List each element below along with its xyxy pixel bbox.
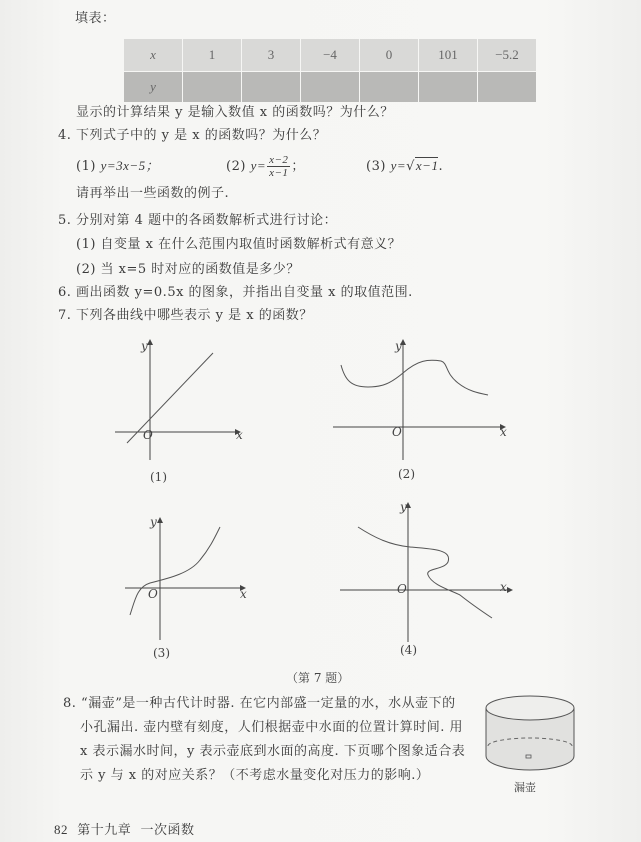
table-row-y <box>124 72 536 102</box>
table-cell-blank <box>242 72 300 102</box>
q7-question: 7. 下列各曲线中哪些表示 y 是 x 的函数？ <box>58 308 313 323</box>
sqrt-icon: √ <box>406 159 415 174</box>
q5-item-2: (2) 当 x=5 时对应的函数值是多少？ <box>76 262 300 277</box>
q5-item-1: (1) 自变量 x 在什么范围内取值时函数解析式有意义？ <box>76 237 402 252</box>
q8-line-2: 小孔漏出. 壶内壁有刻度，人们根据壶中水面的位置计算时间. 用 <box>80 720 464 735</box>
graph-1-caption: (1) <box>150 470 167 484</box>
fraction: $\frac{x-2}{x-1}$ <box>269 154 289 179</box>
textbook-page: 填表： x 1 3 −4 0 101 −5.2 y 显示的计算结果 y 是输入数值 x 的函数吗？为什么？ 4. 下列式子中的 y 是 x 的函数吗？为什么？ (1) y=3x−5； (2) y= $\frac{x-2}{x-1}$ ； (3) y=√x−1. 请再举出一些函数的例子. 5. 分别对第 4 题中的各函数解析式进行讨论： (1) 自变量 x 在什么范围内取值时函数解析式有意义？ (2) 当 x=5 时对应的函数值是多少？ 6. 画出函数 y=0.5x 的图象，并指出自变量 x 的取值范围. 7. 下列各曲线中哪些表示 y 是 x 的函数？ y x O (1) y x O (2) y x O (3) y x O (4) （第 7 题） 8. “漏壶”是一种古代计时器. 在它内部盛一定量的水，水从壶下的 小孔漏出. 壶内壁有刻度，人们根据壶中水面的位置计算时间. 用 x 表示漏水时间，y 表示壶底到水面的高度. 下页哪个图象适合表 示 y 与 x 的对应关系？（不考虑水量变化对压力的影响.） 漏壶 82 第十九章 一次函数 <box>0 0 641 842</box>
q4-number: 4. <box>58 128 72 143</box>
graph-3-caption: (3) <box>153 646 170 660</box>
chapter-title: 一次函数 <box>140 823 195 838</box>
q4-follow-up: 请再举出一些函数的例子. <box>76 186 230 201</box>
q4-text: 下列式子中的 y 是 x 的函数吗？为什么？ <box>76 128 327 143</box>
q8-line-4: 示 y 与 x 的对应关系？（不考虑水量变化对压力的影响.） <box>80 768 430 783</box>
fill-table <box>123 38 537 103</box>
table-cell-blank <box>478 72 536 102</box>
table-row-x <box>124 39 536 71</box>
page-footer <box>54 821 195 840</box>
q4-question <box>58 127 326 145</box>
graph-4 <box>340 500 515 645</box>
q3-tail-text: 显示的计算结果 y 是输入数值 x 的函数吗？为什么？ <box>76 105 394 120</box>
table-cell-blank <box>183 72 241 102</box>
water-clock-illustration <box>480 692 580 777</box>
q4-item-3: (3) y=√x−1. <box>366 158 444 174</box>
graph-1 <box>115 335 255 465</box>
q5-question: 5. 分别对第 4 题中的各函数解析式进行讨论： <box>58 213 338 228</box>
table-cell: 3 <box>242 39 300 71</box>
graph-2 <box>333 335 508 465</box>
q6-question: 6. 画出函数 y=0.5x 的图象，并指出自变量 x 的取值范围. <box>58 285 413 300</box>
q4-item-2: (2) y= $\frac{x-2}{x-1}$ ； <box>226 154 305 179</box>
water-clock-caption: 漏壶 <box>514 781 536 794</box>
page-number: 82 <box>54 822 68 837</box>
table-cell-blank <box>419 72 477 102</box>
q8-line-3: x 表示漏水时间，y 表示壶底到水面的高度. 下页哪个图象适合表 <box>80 744 466 759</box>
table-cell: 1 <box>183 39 241 71</box>
graph-4-caption: (4) <box>400 643 417 657</box>
table-cell-blank <box>301 72 359 102</box>
table-cell: 101 <box>419 39 477 71</box>
chapter-label: 第十九章 <box>77 823 132 838</box>
table-cell: −5.2 <box>478 39 536 71</box>
table-cell: y <box>124 72 182 102</box>
table-label: 填表： <box>75 11 116 26</box>
table-cell: x <box>124 39 182 71</box>
q8-line-1: 8. “漏壶”是一种古代计时器. 在它内部盛一定量的水，水从壶下的 <box>63 696 456 711</box>
q4-item-1: (1) y=3x−5； <box>76 158 160 174</box>
figure-7-caption: （第 7 题） <box>286 671 350 685</box>
table-cell-blank <box>360 72 418 102</box>
table-cell: 0 <box>360 39 418 71</box>
table-cell: −4 <box>301 39 359 71</box>
graph-2-caption: (2) <box>398 467 415 481</box>
graph-3 <box>125 515 255 645</box>
